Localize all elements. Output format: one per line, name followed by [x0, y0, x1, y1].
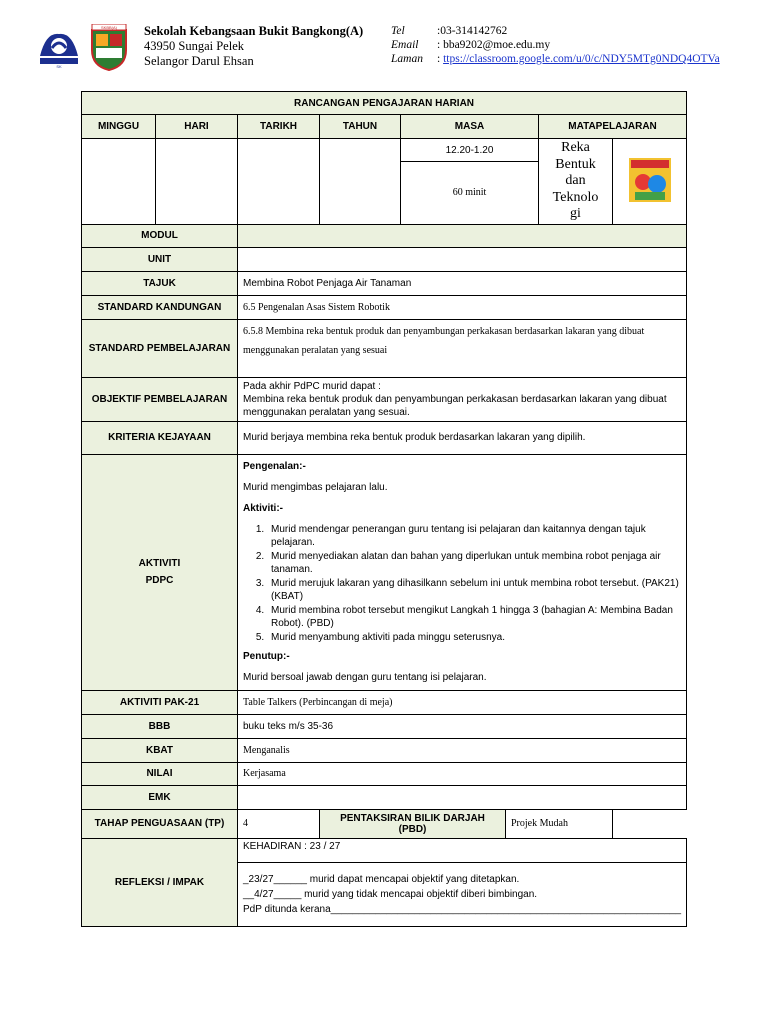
nilai-value: Kerjasama: [238, 762, 687, 785]
col-matapelajaran: MATAPELAJARAN: [539, 115, 687, 139]
kriteria-value: Murid berjaya membina reka bentuk produk berdasarkan lakaran yang dipilih.: [238, 421, 687, 454]
sp-label: STANDARD PEMBELAJARAN: [82, 319, 238, 377]
contact-info: [391, 24, 720, 66]
subject-line-1: Reka: [561, 140, 590, 155]
refleksi-label: REFLEKSI / IMPAK: [82, 838, 238, 926]
pengenalan-heading: Pengenalan:-: [243, 460, 306, 472]
minggu-cell: [82, 139, 156, 225]
col-masa: MASA: [401, 115, 539, 139]
subject-line-5: gi: [570, 206, 581, 221]
subject-line-2: Bentuk: [555, 156, 596, 172]
tp-label: TAHAP PENGUASAAN (TP): [82, 809, 238, 838]
ministry-logo-text: SK: [56, 64, 62, 69]
email-label: Email: [391, 39, 419, 51]
kriteria-label: KRITERIA KEJAYAAN: [82, 421, 238, 454]
tel-label: Tel: [391, 25, 405, 37]
subject-name: [539, 139, 613, 225]
textbook-cover-icon: [629, 158, 671, 202]
address-line-2: Selangor Darul Ehsan: [144, 54, 254, 68]
bbb-value: buku teks m/s 35-36: [238, 714, 687, 738]
subject-line-4: Teknolo: [552, 189, 599, 205]
ministry-logo-icon: [36, 26, 82, 70]
refleksi-line-2: __4/27_____ murid yang tidak mencapai objektif diberi bimbingan.: [243, 888, 538, 900]
refleksi-line-1: _23/27______ murid dapat mencapai objektif yang ditetapkan.: [243, 873, 520, 885]
tajuk-label: TAJUK: [82, 271, 238, 295]
pbd-value: Projek Mudah: [511, 818, 568, 829]
emk-label: EMK: [82, 785, 238, 809]
subject-line-3: dan: [565, 173, 586, 188]
list-item: 4. Murid membina robot tersebut mengikut Langkah 1 hingga 3 (bahagian A: Membina Badan Robot). (PBD): [267, 604, 681, 630]
sp-value: 6.5.8 Membina reka bentuk produk dan penyambungan perkakasan berdasarkan lakaran yang dibuat menggunakan peralatan yang sesuai: [238, 319, 687, 377]
tp-value: 4: [238, 809, 320, 838]
pengenalan-text: Murid mengimbas pelajaran lalu.: [243, 481, 388, 493]
aktiviti-label: [82, 454, 238, 690]
web-label: Laman: [391, 53, 423, 65]
pak21-label: AKTIVITI PAK-21: [82, 690, 238, 714]
masa-time: 12.20-1.20: [401, 139, 539, 162]
kehadiran: KEHADIRAN : 23 / 27: [238, 838, 687, 862]
penutup-heading: Penutup:-: [243, 650, 290, 662]
school-crest-text: SKBB(A): [100, 25, 118, 30]
list-item: 5. Murid menyambung aktiviti pada minggu seterusnya.: [267, 631, 681, 644]
letterhead: [36, 24, 736, 74]
sk-label: STANDARD KANDUNGAN: [82, 295, 238, 319]
list-item: 2. Murid menyediakan alatan dan bahan yang diperlukan untuk membina robot penjaga air tanaman.: [267, 550, 681, 576]
school-crest-icon: [88, 24, 130, 72]
penutup-text: Murid bersoal jawab dengan guru tentang isi pelajaran.: [243, 671, 487, 683]
modul-label: MODUL: [82, 224, 238, 247]
nilai-label: NILAI: [82, 762, 238, 785]
pbd-container: [320, 809, 613, 838]
aktiviti-list: [243, 523, 681, 644]
aktiviti-content: [238, 454, 687, 690]
tarikh-cell: [238, 139, 320, 225]
objektif-label: OBJEKTIF PEMBELAJARAN: [82, 377, 238, 421]
web-colon: :: [437, 53, 444, 65]
masa-duration: 60 minit: [401, 162, 539, 224]
modul-value: [238, 224, 687, 247]
aktiviti-heading: Aktiviti:-: [243, 502, 283, 514]
col-tahun: TAHUN: [320, 115, 401, 139]
lesson-plan-table: [81, 91, 687, 927]
school-info: [144, 24, 363, 69]
col-minggu: MINGGU: [82, 115, 156, 139]
pak21-value: Table Talkers (Perbincangan di meja): [238, 690, 687, 714]
objektif-cell: [238, 377, 687, 421]
bbb-label: BBB: [82, 714, 238, 738]
unit-value: [238, 247, 687, 271]
refleksi-line-3: PdP ditunda kerana_______________________________________________________________: [243, 903, 682, 915]
textbook-cover-cell: [613, 139, 687, 225]
pbd-label: PENTAKSIRAN BILIK DARJAH (PBD): [320, 810, 506, 838]
refleksi-content: [238, 862, 687, 926]
unit-label: UNIT: [82, 247, 238, 271]
school-name: Sekolah Kebangsaan Bukit Bangkong(A): [144, 24, 364, 38]
tel-value: :03-314142762: [437, 25, 508, 37]
list-item: 3. Murid merujuk lakaran yang dihasilkann sebelum ini untuk membina robot tersebut. (PAK21) (KBAT): [267, 577, 681, 603]
email-value: : bba9202@moe.edu.my: [437, 39, 551, 51]
col-tarikh: TARIKH: [238, 115, 320, 139]
objektif-value: Membina reka bentuk produk dan penyambungan perkakasan berdasarkan lakaran yang dibuat menggunakan peralatan yang sesuai.: [243, 393, 667, 418]
aktiviti-label-2: PDPC: [145, 575, 174, 586]
sk-value: 6.5 Pengenalan Asas Sistem Robotik: [238, 295, 687, 319]
kbat-label: KBAT: [82, 738, 238, 762]
list-item: 1. Murid mendengar penerangan guru tentang isi pelajaran dan kaitannya dengan tajuk pelajaran.: [267, 523, 681, 549]
hari-cell: [156, 139, 238, 225]
emk-value: [238, 785, 687, 809]
table-title: RANCANGAN PENGAJARAN HARIAN: [82, 92, 687, 115]
address-line-1: 43950 Sungai Pelek: [144, 39, 244, 53]
kbat-value: Menganalis: [238, 738, 687, 762]
classroom-link[interactable]: ttps://classroom.google.com/u/0/c/NDY5MTg0NDQ4OTVa: [443, 53, 720, 65]
objektif-intro: Pada akhir PdPC murid dapat :: [243, 380, 381, 392]
tahun-cell: [320, 139, 401, 225]
col-hari: HARI: [156, 115, 238, 139]
tajuk-value: Membina Robot Penjaga Air Tanaman: [238, 271, 687, 295]
aktiviti-label-1: AKTIVITI: [138, 558, 181, 569]
